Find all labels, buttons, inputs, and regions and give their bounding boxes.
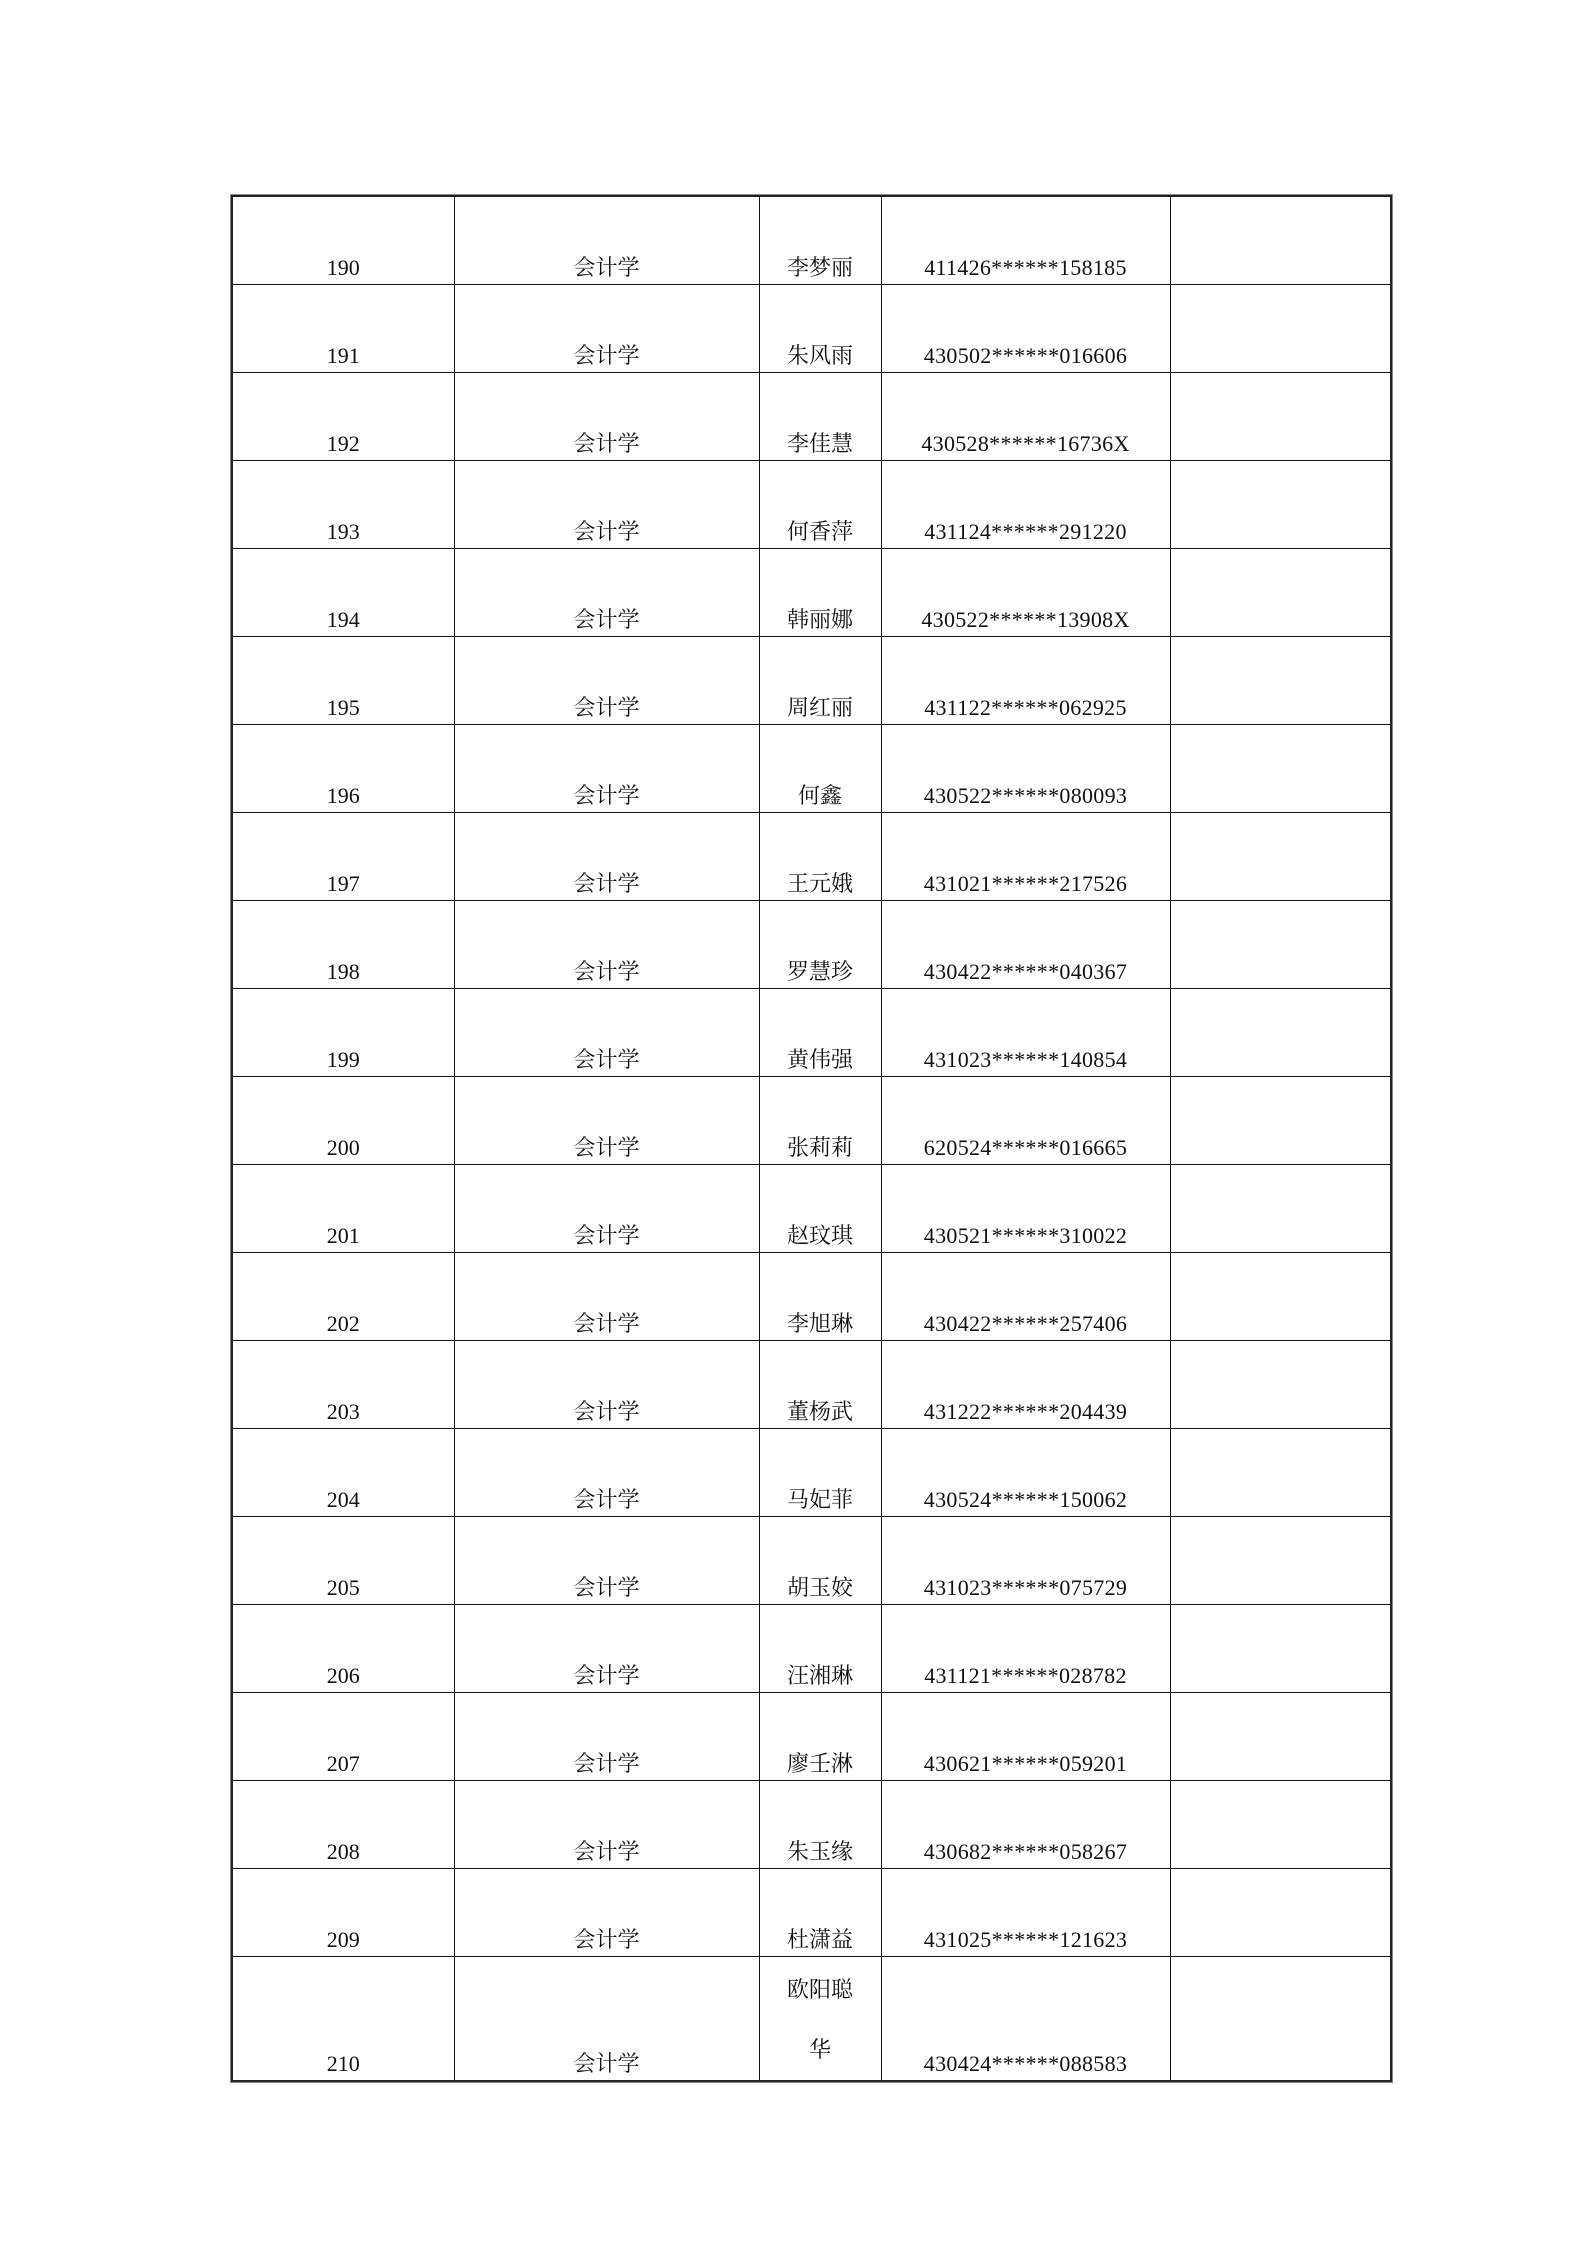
name-cell	[759, 549, 881, 637]
row-number-cell-text: 210	[326, 2051, 360, 2076]
row-number-cell-text: 205	[326, 1575, 360, 1600]
name-cell	[759, 1517, 881, 1605]
name-cell-text: 赵玟琪	[786, 1223, 853, 1248]
note-cell	[1170, 1781, 1391, 1869]
note-cell	[1170, 1429, 1391, 1517]
id-number-cell	[881, 901, 1170, 989]
row-number-cell	[232, 1605, 454, 1693]
row-number-cell-text: 203	[326, 1399, 360, 1424]
name-cell	[759, 989, 881, 1077]
table-row	[232, 637, 1391, 725]
note-cell	[1170, 285, 1391, 373]
name-cell-text: 杜潇益	[786, 1927, 853, 1952]
table-row	[232, 813, 1391, 901]
major-cell	[454, 1429, 759, 1517]
note-cell	[1170, 1253, 1391, 1341]
name-cell-text: 欧阳聪华	[786, 1977, 853, 2062]
id-number-cell-text: 431023******140854	[923, 1047, 1128, 1072]
note-cell	[1170, 549, 1391, 637]
row-number-cell-text: 201	[326, 1223, 360, 1248]
major-cell-text: 会计学	[573, 607, 640, 632]
major-cell-text: 会计学	[573, 1487, 640, 1512]
row-number-cell-text: 206	[326, 1663, 360, 1688]
row-number-cell-text: 207	[326, 1751, 360, 1776]
major-cell-text: 会计学	[573, 871, 640, 896]
name-cell	[759, 1781, 881, 1869]
id-number-cell-text: 430522******080093	[923, 783, 1128, 808]
id-number-cell-text: 431021******217526	[923, 871, 1128, 896]
id-number-cell-text: 411426******158185	[924, 255, 1127, 280]
note-cell	[1170, 637, 1391, 725]
name-cell-text: 周红丽	[786, 695, 853, 720]
id-number-cell-text: 430502******016606	[923, 343, 1128, 368]
major-cell	[454, 1869, 759, 1957]
major-cell-text: 会计学	[573, 1399, 640, 1424]
id-number-cell-text: 430621******059201	[923, 1751, 1128, 1776]
major-cell	[454, 461, 759, 549]
major-cell	[454, 637, 759, 725]
row-number-cell	[232, 1957, 454, 2082]
note-cell	[1170, 1165, 1391, 1253]
id-number-cell-text: 431124******291220	[924, 519, 1127, 544]
id-number-cell-text: 431023******075729	[923, 1575, 1128, 1600]
table-row	[232, 549, 1391, 637]
name-cell-text: 王元娥	[786, 871, 853, 896]
id-number-cell	[881, 1605, 1170, 1693]
note-cell	[1170, 1341, 1391, 1429]
id-number-cell	[881, 1869, 1170, 1957]
student-list-table	[231, 195, 1392, 2082]
major-cell-text: 会计学	[573, 431, 640, 456]
major-cell-text: 会计学	[573, 1663, 640, 1688]
row-number-cell-text: 202	[326, 1311, 360, 1336]
major-cell	[454, 1957, 759, 2082]
id-number-cell-text: 620524******016665	[923, 1135, 1128, 1160]
id-number-cell	[881, 989, 1170, 1077]
id-number-cell-text: 430528******16736X	[921, 431, 1130, 456]
id-number-cell	[881, 1957, 1170, 2082]
row-number-cell	[232, 1077, 454, 1165]
table-row	[232, 1517, 1391, 1605]
table-row	[232, 461, 1391, 549]
name-cell	[759, 1165, 881, 1253]
row-number-cell-text: 192	[326, 431, 360, 456]
row-number-cell	[232, 637, 454, 725]
name-cell-text: 李梦丽	[786, 255, 853, 280]
name-cell	[759, 901, 881, 989]
major-cell	[454, 549, 759, 637]
name-cell-text: 韩丽娜	[786, 607, 853, 632]
name-cell	[759, 1693, 881, 1781]
id-number-cell-text: 431222******204439	[923, 1399, 1128, 1424]
row-number-cell	[232, 989, 454, 1077]
name-cell-text: 黄伟强	[786, 1047, 853, 1072]
row-number-cell-text: 208	[326, 1839, 360, 1864]
table-row	[232, 1869, 1391, 1957]
id-number-cell	[881, 373, 1170, 461]
id-number-cell	[881, 549, 1170, 637]
major-cell-text: 会计学	[573, 1311, 640, 1336]
major-cell	[454, 1341, 759, 1429]
note-cell	[1170, 1869, 1391, 1957]
id-number-cell-text: 431121******028782	[924, 1663, 1127, 1688]
major-cell-text: 会计学	[573, 959, 640, 984]
table-row	[232, 285, 1391, 373]
name-cell	[759, 1605, 881, 1693]
note-cell	[1170, 196, 1391, 285]
id-number-cell	[881, 637, 1170, 725]
row-number-cell	[232, 1341, 454, 1429]
row-number-cell-text: 204	[326, 1487, 360, 1512]
row-number-cell	[232, 725, 454, 813]
id-number-cell	[881, 1341, 1170, 1429]
major-cell-text: 会计学	[573, 519, 640, 544]
table-row	[232, 1781, 1391, 1869]
row-number-cell	[232, 901, 454, 989]
name-cell	[759, 1077, 881, 1165]
major-cell-text: 会计学	[573, 255, 640, 280]
name-cell-text: 朱玉缘	[786, 1839, 853, 1864]
name-cell	[759, 1341, 881, 1429]
id-number-cell	[881, 1165, 1170, 1253]
name-cell	[759, 196, 881, 285]
name-cell-text: 李旭琳	[786, 1311, 853, 1336]
id-number-cell-text: 430424******088583	[923, 2051, 1128, 2076]
id-number-cell-text: 431025******121623	[923, 1927, 1128, 1952]
row-number-cell	[232, 1869, 454, 1957]
id-number-cell	[881, 1693, 1170, 1781]
note-cell	[1170, 1077, 1391, 1165]
row-number-cell-text: 193	[326, 519, 360, 544]
note-cell	[1170, 373, 1391, 461]
note-cell	[1170, 989, 1391, 1077]
table-row	[232, 1693, 1391, 1781]
name-cell	[759, 1253, 881, 1341]
row-number-cell-text: 198	[326, 959, 360, 984]
id-number-cell	[881, 1781, 1170, 1869]
note-cell	[1170, 1605, 1391, 1693]
id-number-cell	[881, 461, 1170, 549]
row-number-cell	[232, 1693, 454, 1781]
table-row	[232, 1605, 1391, 1693]
id-number-cell	[881, 725, 1170, 813]
note-cell	[1170, 1957, 1391, 2082]
row-number-cell	[232, 196, 454, 285]
id-number-cell	[881, 1077, 1170, 1165]
name-cell	[759, 1957, 881, 2082]
major-cell-text: 会计学	[573, 1751, 640, 1776]
row-number-cell	[232, 461, 454, 549]
note-cell	[1170, 901, 1391, 989]
id-number-cell	[881, 1517, 1170, 1605]
row-number-cell	[232, 1517, 454, 1605]
table-row	[232, 1253, 1391, 1341]
major-cell	[454, 989, 759, 1077]
row-number-cell	[232, 1165, 454, 1253]
id-number-cell	[881, 1253, 1170, 1341]
name-cell	[759, 285, 881, 373]
row-number-cell	[232, 1253, 454, 1341]
id-number-cell-text: 430521******310022	[923, 1223, 1128, 1248]
table-row	[232, 989, 1391, 1077]
name-cell-text: 李佳慧	[786, 431, 853, 456]
major-cell	[454, 1517, 759, 1605]
name-cell-text: 张莉莉	[786, 1135, 853, 1160]
major-cell	[454, 373, 759, 461]
name-cell-text: 马妃菲	[786, 1487, 853, 1512]
id-number-cell-text: 430422******040367	[923, 959, 1128, 984]
name-cell-text: 胡玉姣	[786, 1575, 853, 1600]
id-number-cell	[881, 196, 1170, 285]
note-cell	[1170, 461, 1391, 549]
major-cell-text: 会计学	[573, 1839, 640, 1864]
major-cell	[454, 196, 759, 285]
name-cell-text: 何香萍	[786, 519, 853, 544]
name-cell	[759, 461, 881, 549]
table-row	[232, 901, 1391, 989]
table-row	[232, 1429, 1391, 1517]
major-cell	[454, 813, 759, 901]
major-cell	[454, 725, 759, 813]
major-cell-text: 会计学	[573, 695, 640, 720]
row-number-cell-text: 209	[326, 1927, 360, 1952]
name-cell	[759, 813, 881, 901]
table-body	[232, 196, 1391, 2081]
major-cell-text: 会计学	[573, 1047, 640, 1072]
major-cell-text: 会计学	[573, 1223, 640, 1248]
major-cell-text: 会计学	[573, 783, 640, 808]
major-cell	[454, 1077, 759, 1165]
major-cell-text: 会计学	[573, 2051, 640, 2076]
name-cell-text: 董杨武	[786, 1399, 853, 1424]
major-cell-text: 会计学	[573, 1135, 640, 1160]
major-cell	[454, 1693, 759, 1781]
table-row	[232, 725, 1391, 813]
row-number-cell-text: 190	[326, 255, 360, 280]
name-cell	[759, 1869, 881, 1957]
id-number-cell	[881, 1429, 1170, 1517]
major-cell	[454, 1165, 759, 1253]
major-cell-text: 会计学	[573, 1927, 640, 1952]
id-number-cell	[881, 813, 1170, 901]
table-row	[232, 196, 1391, 285]
row-number-cell-text: 194	[326, 607, 360, 632]
row-number-cell-text: 197	[326, 871, 360, 896]
row-number-cell-text: 191	[326, 343, 360, 368]
row-number-cell	[232, 373, 454, 461]
id-number-cell-text: 430522******13908X	[921, 607, 1130, 632]
major-cell	[454, 1781, 759, 1869]
table-row	[232, 1341, 1391, 1429]
name-cell	[759, 637, 881, 725]
name-cell-text: 何鑫	[797, 783, 842, 808]
note-cell	[1170, 1693, 1391, 1781]
name-cell-text: 廖壬淋	[786, 1751, 853, 1776]
row-number-cell-text: 196	[326, 783, 360, 808]
note-cell	[1170, 725, 1391, 813]
table-row	[232, 1957, 1391, 2082]
id-number-cell-text: 431122******062925	[924, 695, 1127, 720]
row-number-cell-text: 199	[326, 1047, 360, 1072]
major-cell	[454, 1253, 759, 1341]
row-number-cell	[232, 285, 454, 373]
id-number-cell-text: 430524******150062	[923, 1487, 1128, 1512]
table-row	[232, 1077, 1391, 1165]
major-cell-text: 会计学	[573, 1575, 640, 1600]
id-number-cell	[881, 285, 1170, 373]
row-number-cell	[232, 1429, 454, 1517]
name-cell-text: 罗慧珍	[786, 959, 853, 984]
major-cell-text: 会计学	[573, 343, 640, 368]
row-number-cell-text: 200	[326, 1135, 360, 1160]
major-cell	[454, 1605, 759, 1693]
major-cell	[454, 901, 759, 989]
row-number-cell-text: 195	[326, 695, 360, 720]
row-number-cell	[232, 813, 454, 901]
row-number-cell	[232, 549, 454, 637]
note-cell	[1170, 813, 1391, 901]
name-cell	[759, 725, 881, 813]
id-number-cell-text: 430422******257406	[923, 1311, 1128, 1336]
row-number-cell	[232, 1781, 454, 1869]
major-cell	[454, 285, 759, 373]
name-cell	[759, 373, 881, 461]
note-cell	[1170, 1517, 1391, 1605]
name-cell-text: 汪湘琳	[786, 1663, 853, 1688]
name-cell-text: 朱风雨	[786, 343, 853, 368]
table-row	[232, 1165, 1391, 1253]
id-number-cell-text: 430682******058267	[923, 1839, 1128, 1864]
name-cell	[759, 1429, 881, 1517]
table-row	[232, 373, 1391, 461]
